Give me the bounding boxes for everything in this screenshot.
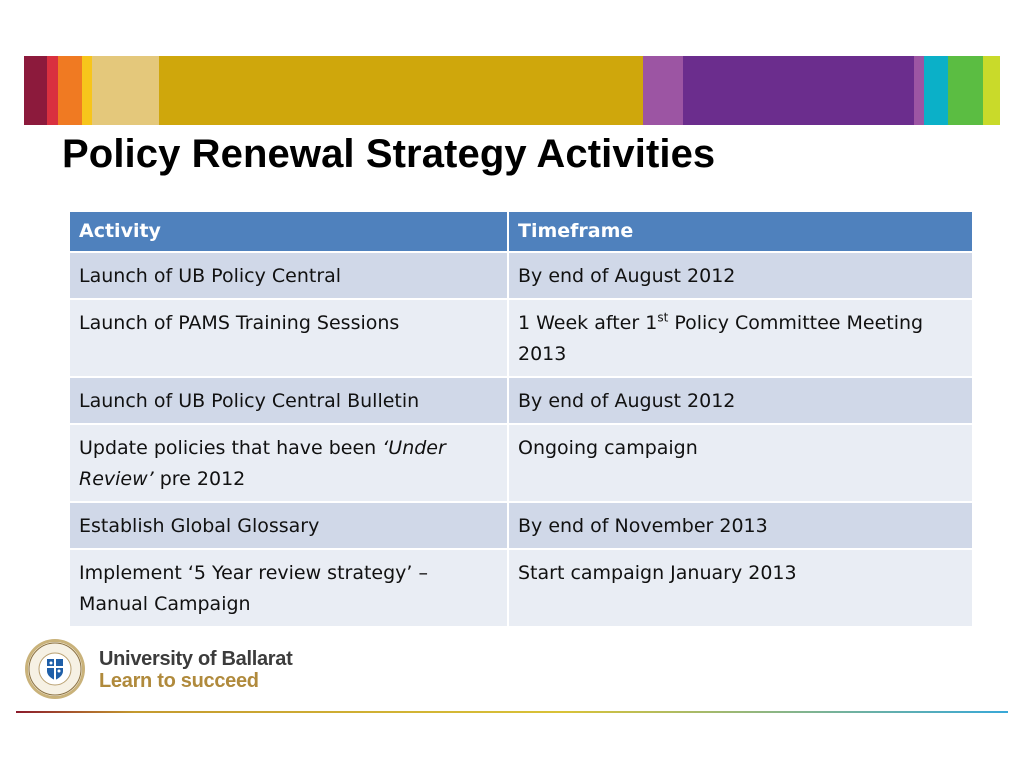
university-seal-logo (24, 638, 86, 700)
timeframe-cell: By end of August 2012 (508, 377, 972, 424)
table-row (70, 549, 972, 627)
university-name: University of Ballarat (99, 648, 293, 670)
band-segment (92, 56, 159, 125)
band-segment (683, 56, 914, 125)
ordinal-suffix: st (657, 310, 669, 325)
timeframe-cell: Start campaign January 2013 (508, 549, 972, 627)
table-row (70, 299, 972, 377)
band-segment (948, 56, 983, 125)
activity-cell (70, 424, 508, 502)
timeframe-text: 1 Week after 1 (518, 312, 658, 334)
column-header-activity: Activity (70, 212, 508, 252)
timeframe-cell: Ongoing campaign (508, 424, 972, 502)
activity-table (70, 212, 972, 628)
table-row (70, 502, 972, 549)
star-icon (50, 662, 53, 665)
page-title: Policy Renewal Strategy Activities (62, 132, 716, 176)
table-row (70, 252, 972, 299)
band-segment (924, 56, 948, 125)
activity-cell: Implement ‘5 Year review strategy’ – Manual Campaign (70, 549, 508, 627)
band-segment (24, 56, 47, 125)
activity-text: pre 2012 (153, 468, 246, 490)
activity-cell: Launch of PAMS Training Sessions (70, 299, 508, 377)
band-segment (82, 56, 92, 125)
university-wordmark (99, 648, 292, 692)
university-tagline: Learn to succeed (99, 670, 259, 692)
column-header-timeframe: Timeframe (508, 212, 972, 252)
activity-emphasis: ‘Under Review’ (79, 437, 446, 490)
band-segment (58, 56, 82, 125)
table-header-row (70, 212, 972, 252)
activity-cell: Establish Global Glossary (70, 502, 508, 549)
timeframe-cell (508, 299, 972, 377)
footer-divider (16, 711, 1008, 713)
timeframe-text: Policy Committee Meeting 2013 (518, 312, 924, 365)
activity-text: Update policies that have been (79, 437, 383, 459)
table-row (70, 424, 972, 502)
timeframe-cell: By end of November 2013 (508, 502, 972, 549)
timeframe-cell: By end of August 2012 (508, 252, 972, 299)
band-segment (159, 56, 643, 125)
star-icon (58, 670, 61, 673)
activity-cell: Launch of UB Policy Central Bulletin (70, 377, 508, 424)
table-row (70, 377, 972, 424)
header-color-band (24, 56, 1000, 125)
band-segment (914, 56, 924, 125)
band-segment (643, 56, 683, 125)
activity-cell: Launch of UB Policy Central (70, 252, 508, 299)
band-segment (983, 56, 1000, 125)
band-segment (47, 56, 58, 125)
